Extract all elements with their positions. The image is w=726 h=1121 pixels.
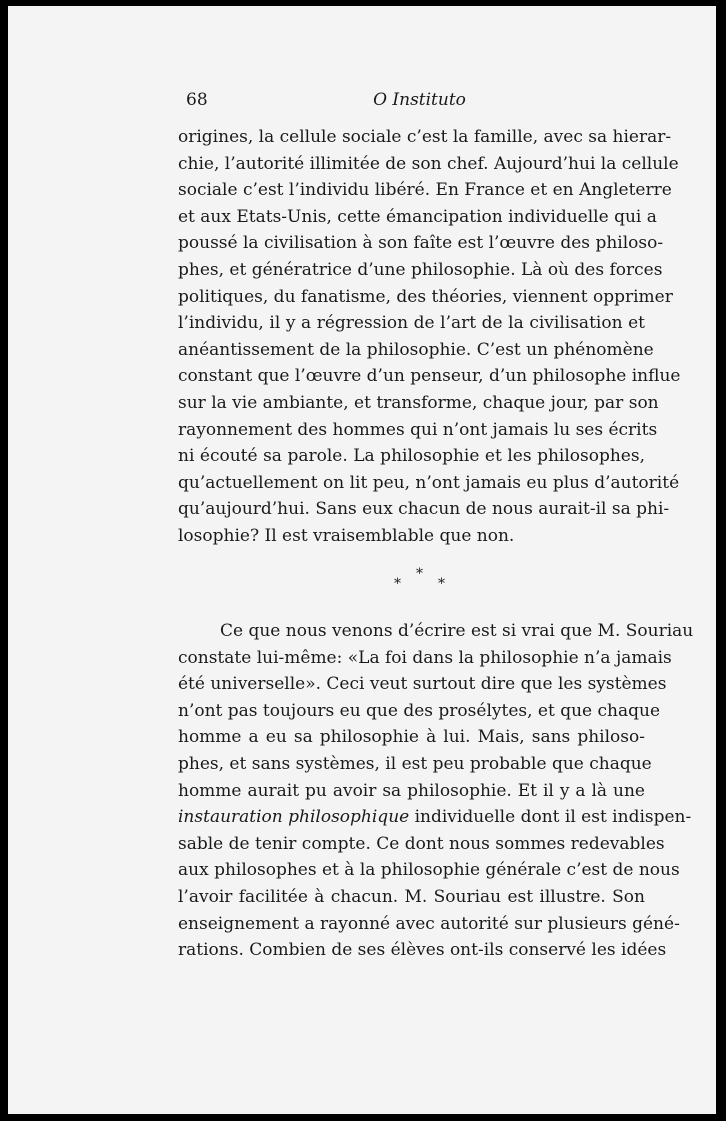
text-line: homme a eu sa philosophie à lui. Mais, sans philoso- (178, 727, 645, 748)
text-line: rayonnement des hommes qui n’ont jamais lu ses écrits (178, 419, 658, 440)
asterism-star: * (438, 576, 445, 592)
text-line: losophie? Il est vraisemblable que non. (178, 525, 515, 546)
text-line: l’avoir facilitée à chacun. M. Souriau est illustre. Son (178, 886, 645, 907)
text-line: rations. Combien de ses élèves ont-ils conservé les idées (178, 940, 667, 961)
text-line: origines, la cellule sociale c’est la famille, avec sa hierar- (178, 127, 672, 147)
text-line-italic (178, 804, 692, 831)
section-asterism (388, 566, 448, 596)
text-fragment: individuelle dont il est indispen- (409, 807, 692, 828)
text-line: politiques, du fanatisme, des théories, viennent opprimer (178, 286, 673, 307)
text-line: sur la vie ambiante, et transforme, chaque jour, par son (178, 392, 659, 413)
text-line: qu’aujourd’hui. Sans eux chacun de nous aurait-il sa phi- (178, 499, 670, 520)
text-line: et aux Etats-Unis, cette émancipation individuelle qui a (178, 206, 657, 227)
page-header (186, 90, 653, 114)
text-line: phes, et génératrice d’une philosophie. Là où des forces (178, 259, 663, 280)
paragraph-2 (178, 618, 694, 964)
text-line: anéantissement de la philosophie. C’est un phénomène (178, 339, 654, 360)
text-line: qu’actuellement on lit peu, n’ont jamais eu plus d’autorité (178, 472, 680, 493)
text-line: ni écouté sa parole. La philosophie et les philosophes, (178, 446, 645, 467)
text-line: aux philosophes et à la philosophie générale c’est de nous (178, 860, 680, 881)
text-line: l’individu, il y a régression de l’art de la civilisation et (178, 313, 645, 334)
paragraph-1 (178, 124, 681, 550)
text-line: sociale c’est l’individu libéré. En France et en Angleterre (178, 180, 672, 201)
italic-phrase: instauration philosophique (178, 807, 410, 828)
text-line: enseignement a rayonné avec autorité sur plusieurs géné- (178, 913, 680, 934)
text-line: constant que l’œuvre d’un penseur, d’un philosophe influe (178, 366, 681, 387)
page-number: 68 (186, 90, 208, 110)
text-line: Ce que nous venons d’écrire est si vrai que M. Souriau (220, 621, 694, 641)
running-title: O Instituto (373, 90, 466, 110)
asterism-star: * (416, 566, 423, 582)
text-line: constate lui-même: «La foi dans la philosophie n’a jamais (178, 647, 672, 668)
text-line: homme aurait pu avoir sa philosophie. Et il y a là une (178, 780, 645, 801)
text-line: phes, et sans systèmes, il est peu probable que chaque (178, 753, 652, 774)
text-line: chie, l’autorité illimitée de son chef. Aujourd’hui la cellule (178, 153, 679, 174)
text-line: n’ont pas toujours eu que des prosélytes, et que chaque (178, 700, 661, 721)
text-line: sable de tenir compte. Ce dont nous sommes redevables (178, 833, 665, 854)
asterism-star: * (394, 576, 401, 592)
text-line: poussé la civilisation à son faîte est l’œuvre des philoso- (178, 233, 664, 254)
text-line: été universelle». Ceci veut surtout dire que les systèmes (178, 674, 667, 695)
